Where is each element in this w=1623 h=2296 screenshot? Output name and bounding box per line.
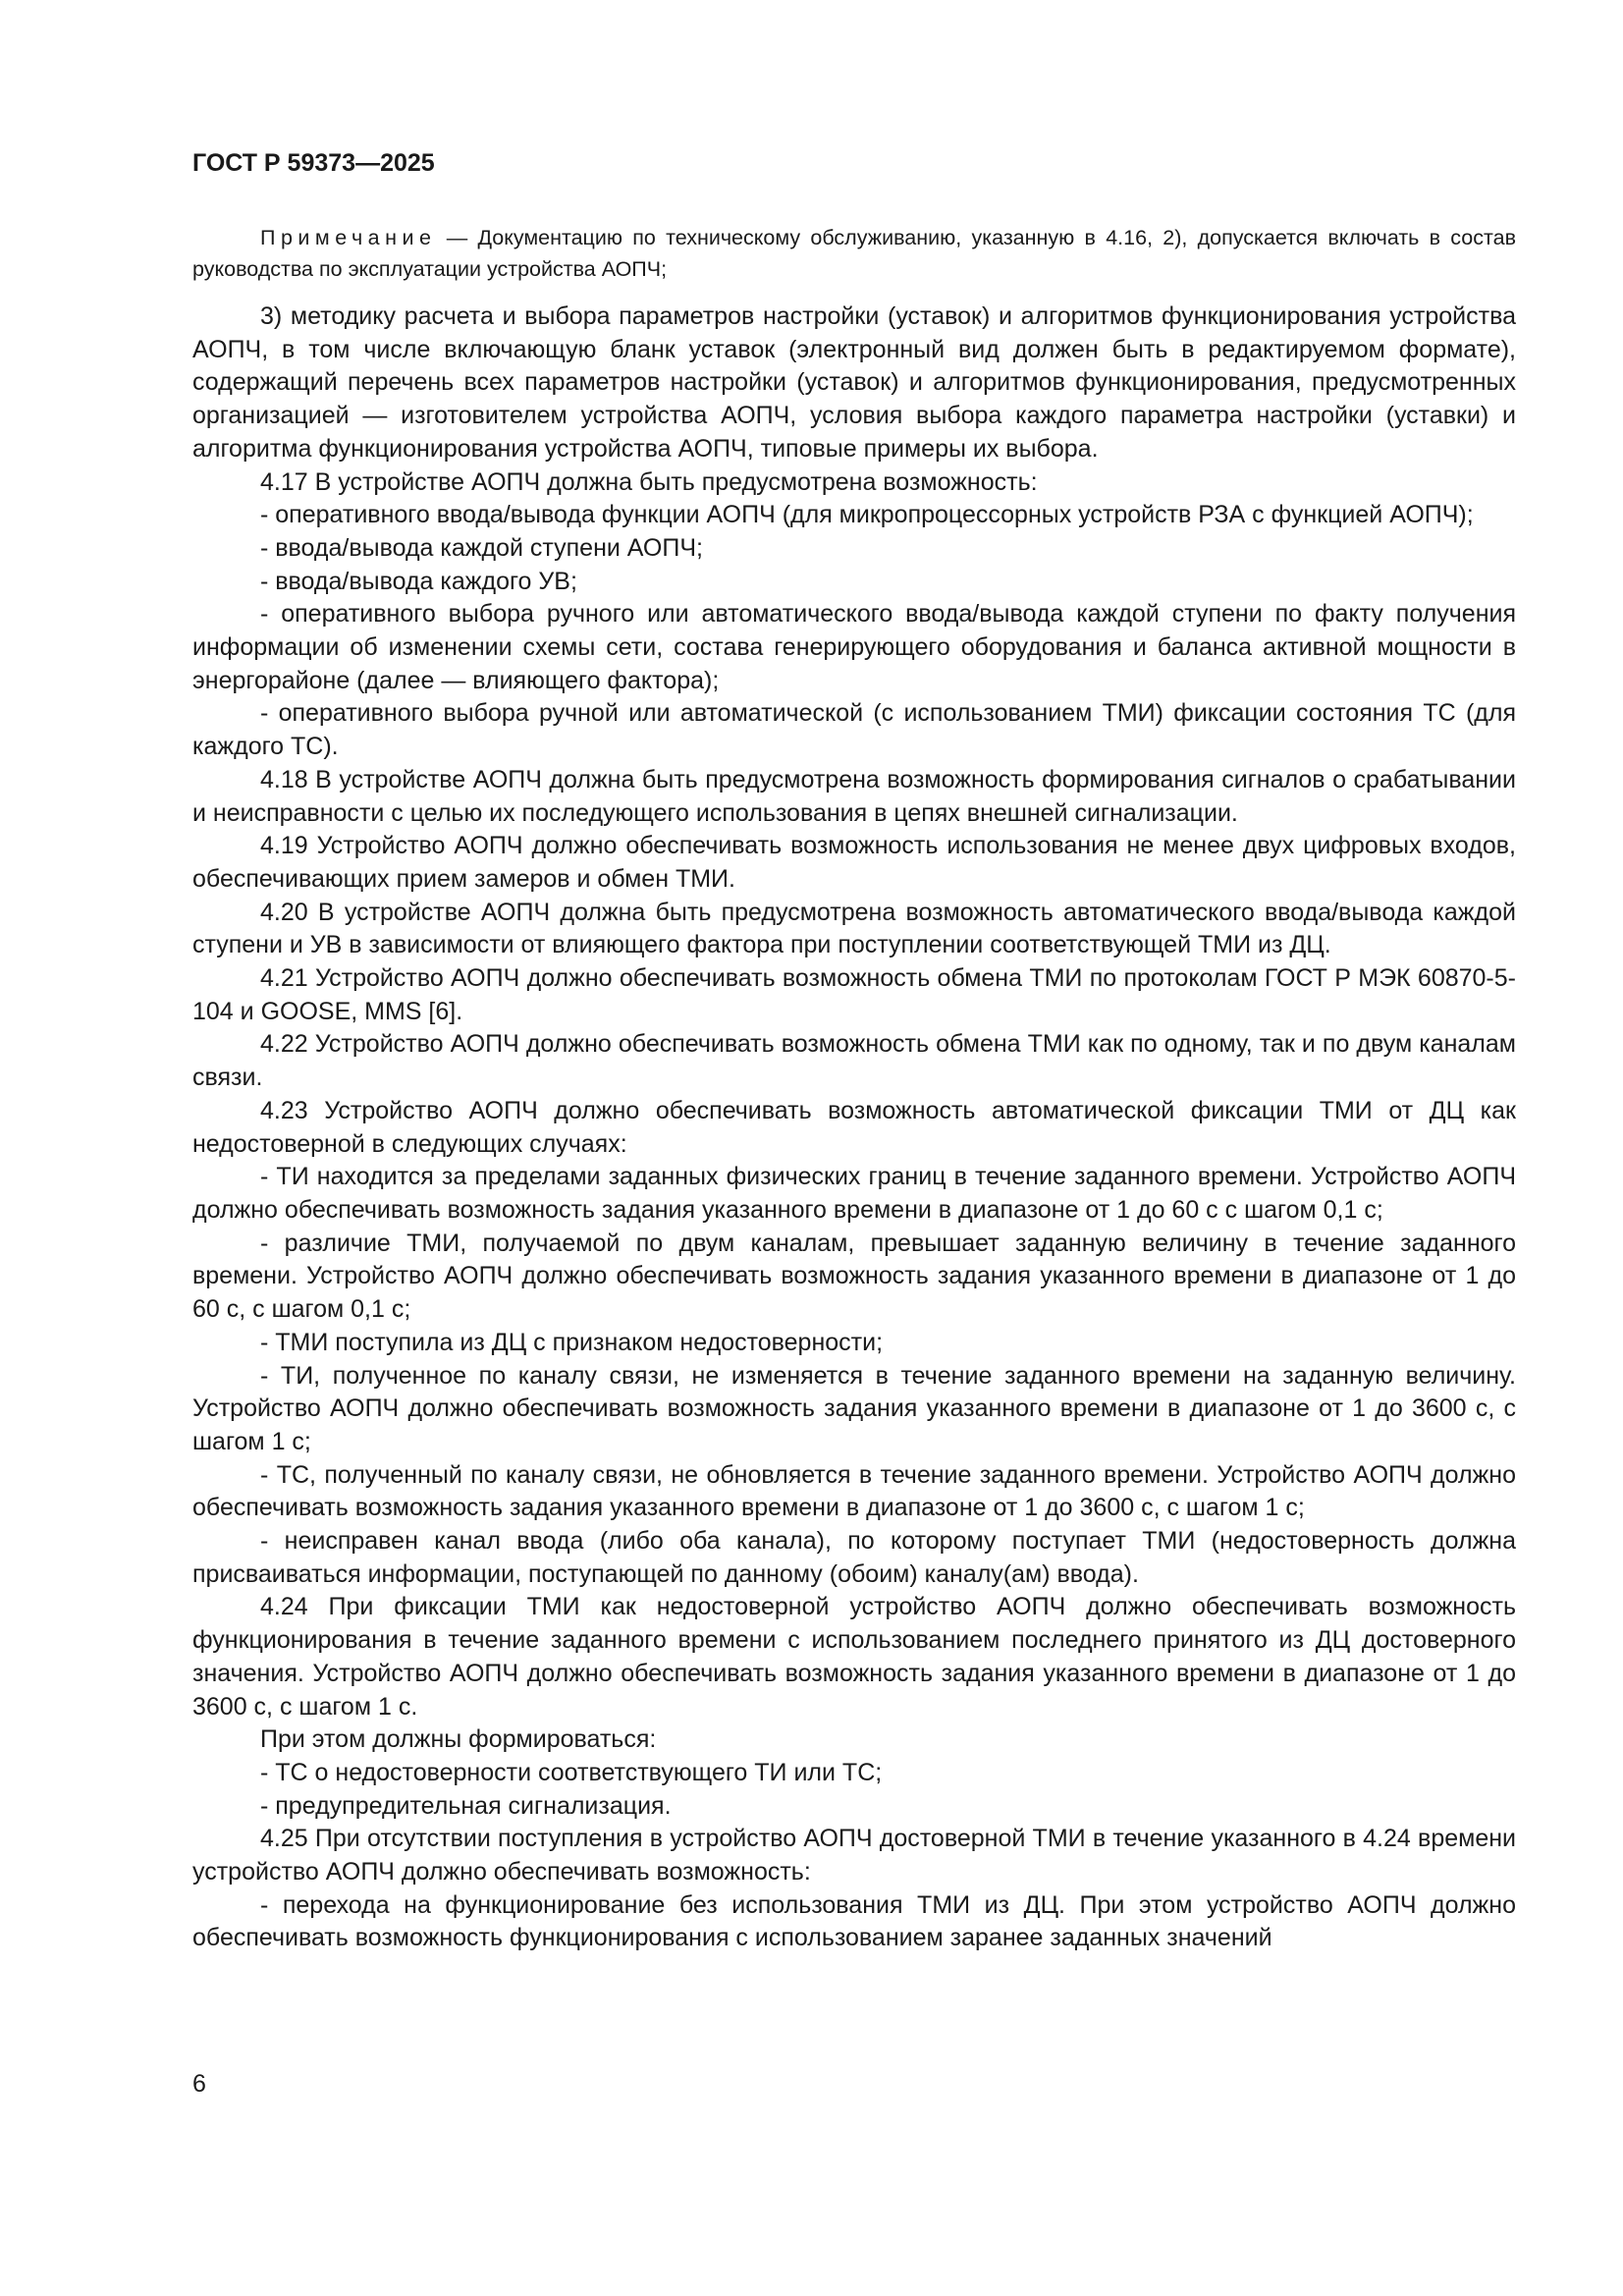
paragraph: - оперативного выбора ручной или автоматической (с использованием ТМИ) фиксации состояния ТС (для каждого ТС). [192, 699, 1516, 761]
paragraph: - ввода/вывода каждой ступени АОПЧ; [260, 533, 703, 562]
paragraph: 4.18 В устройстве АОПЧ должна быть предусмотрена возможность формирования сигналов о срабатывании и неисправности с целью их последующего использования в цепях внешней сигнализации. [192, 765, 1516, 827]
paragraph: 4.24 При фиксации ТМИ как недостоверной устройство АОПЧ должно обеспечивать возможность функционирования в течение заданного времени с использованием последнего принятого из ДЦ достоверного значения. Устройство АОПЧ должно обеспечивать возможность задания указанного времени в диапазоне от 1 до 3600 с, с шагом 1 с. [192, 1593, 1516, 1721]
document-header: ГОСТ Р 59373—2025 [192, 149, 435, 177]
paragraph: 4.19 Устройство АОПЧ должно обеспечивать возможность использования не менее двух цифровых входов, обеспечивающих прием замеров и обмен ТМИ. [192, 832, 1516, 893]
document-body [192, 301, 1516, 1955]
paragraph: 4.23 Устройство АОПЧ должно обеспечивать возможность автоматической фиксации ТМИ от ДЦ как недостоверной в следующих случаях: [192, 1096, 1516, 1158]
paragraph: - ввода/вывода каждого УВ; [260, 567, 577, 595]
paragraph: 3) методику расчета и выбора параметров настройки (уставок) и алгоритмов функционирования устройства АОПЧ, в том числе включающую бланк уставок (электронный вид должен быть в редактируемом формате), содержащий перечень всех параметров настройки (уставок) и алгоритмов функционирования, предусмотренных организацией — изготовителем устройства АОПЧ, условия выбора каждого параметра настройки (уставки) и алгоритма функционирования устройства АОПЧ, типовые примеры их выбора. [192, 302, 1516, 463]
paragraph: - различие ТМИ, получаемой по двум каналам, превышает заданную величину в течение заданного времени. Устройство АОПЧ должно обеспечивать возможность задания указанного времени в диапазоне от 1 до 60 с, с шагом 0,1 с; [192, 1229, 1516, 1324]
paragraph: 4.25 При отсутствии поступления в устройство АОПЧ достоверной ТМИ в течение указанного в 4.24 времени устройство АОПЧ должно обеспечивать возможность: [192, 1825, 1516, 1886]
paragraph: 4.20 В устройстве АОПЧ должна быть предусмотрена возможность автоматического ввода/вывода каждой ступени и УВ в зависимости от влияющего фактора при поступлении соответствующей ТМИ из ДЦ. [192, 898, 1516, 959]
paragraph: - оперативного выбора ручного или автоматического ввода/вывода каждой ступени по факту получения информации об изменении схемы сети, состава генерирующего оборудования и баланса активной мощности в энергорайоне (далее — влияющего фактора); [192, 600, 1516, 694]
paragraph: - ТС о недостоверности соответствующего ТИ или ТС; [260, 1758, 883, 1786]
paragraph: - неисправен канал ввода (либо оба канала), по которому поступает ТМИ (недостоверность должна присваиваться информации, поступающей по данному (обоим) каналу(ам) ввода). [192, 1527, 1516, 1588]
paragraph: 4.22 Устройство АОПЧ должно обеспечивать возможность обмена ТМИ как по одному, так и по двум каналам связи. [192, 1030, 1516, 1092]
paragraph: При этом должны формироваться: [260, 1725, 657, 1754]
paragraph: - предупредительная сигнализация. [260, 1791, 672, 1820]
paragraph: - ТС, полученный по каналу связи, не обновляется в течение заданного времени. Устройство АОПЧ должно обеспечивать возможность задания указанного времени в диапазоне от 1 до 3600 с, с шагом 1 с; [192, 1460, 1516, 1522]
note-label: Примечание [260, 226, 437, 249]
paragraph: - перехода на функционирование без использования ТМИ из ДЦ. При этом устройство АОПЧ должно обеспечивать возможность функционирования с использованием заранее заданных значений [192, 1890, 1516, 1952]
paragraph: - ТМИ поступила из ДЦ с признаком недостоверности; [260, 1328, 884, 1356]
note-text: — Документацию по техническому обслуживанию, указанную в 4.16, 2), допускается включать в состав руководства по эксплуатации устройства АОПЧ; [192, 226, 1516, 281]
paragraph: 4.21 Устройство АОПЧ должно обеспечивать возможность обмена ТМИ по протоколам ГОСТ Р МЭК 60870-5-104 и GOOSE, MMS [6]. [192, 964, 1516, 1025]
paragraph: - ТИ, полученное по каналу связи, не изменяется в течение заданного времени на заданную величину. Устройство АОПЧ должно обеспечивать возможность задания указанного времени в диапазоне от 1 до 3600 с, с шагом 1 с; [192, 1361, 1516, 1455]
note-paragraph [192, 222, 1516, 285]
paragraph: - оперативного ввода/вывода функции АОПЧ (для микропроцессорных устройств РЗА с функцией АОПЧ); [260, 501, 1474, 529]
paragraph: - ТИ находится за пределами заданных физических границ в течение заданного времени. Устройство АОПЧ должно обеспечивать возможность задания указанного времени в диапазоне от 1 до 60 с с шагом 0,1 с; [192, 1163, 1516, 1224]
page-number: 6 [192, 2070, 206, 2098]
paragraph: 4.17 В устройстве АОПЧ должна быть предусмотрена возможность: [260, 467, 1038, 496]
